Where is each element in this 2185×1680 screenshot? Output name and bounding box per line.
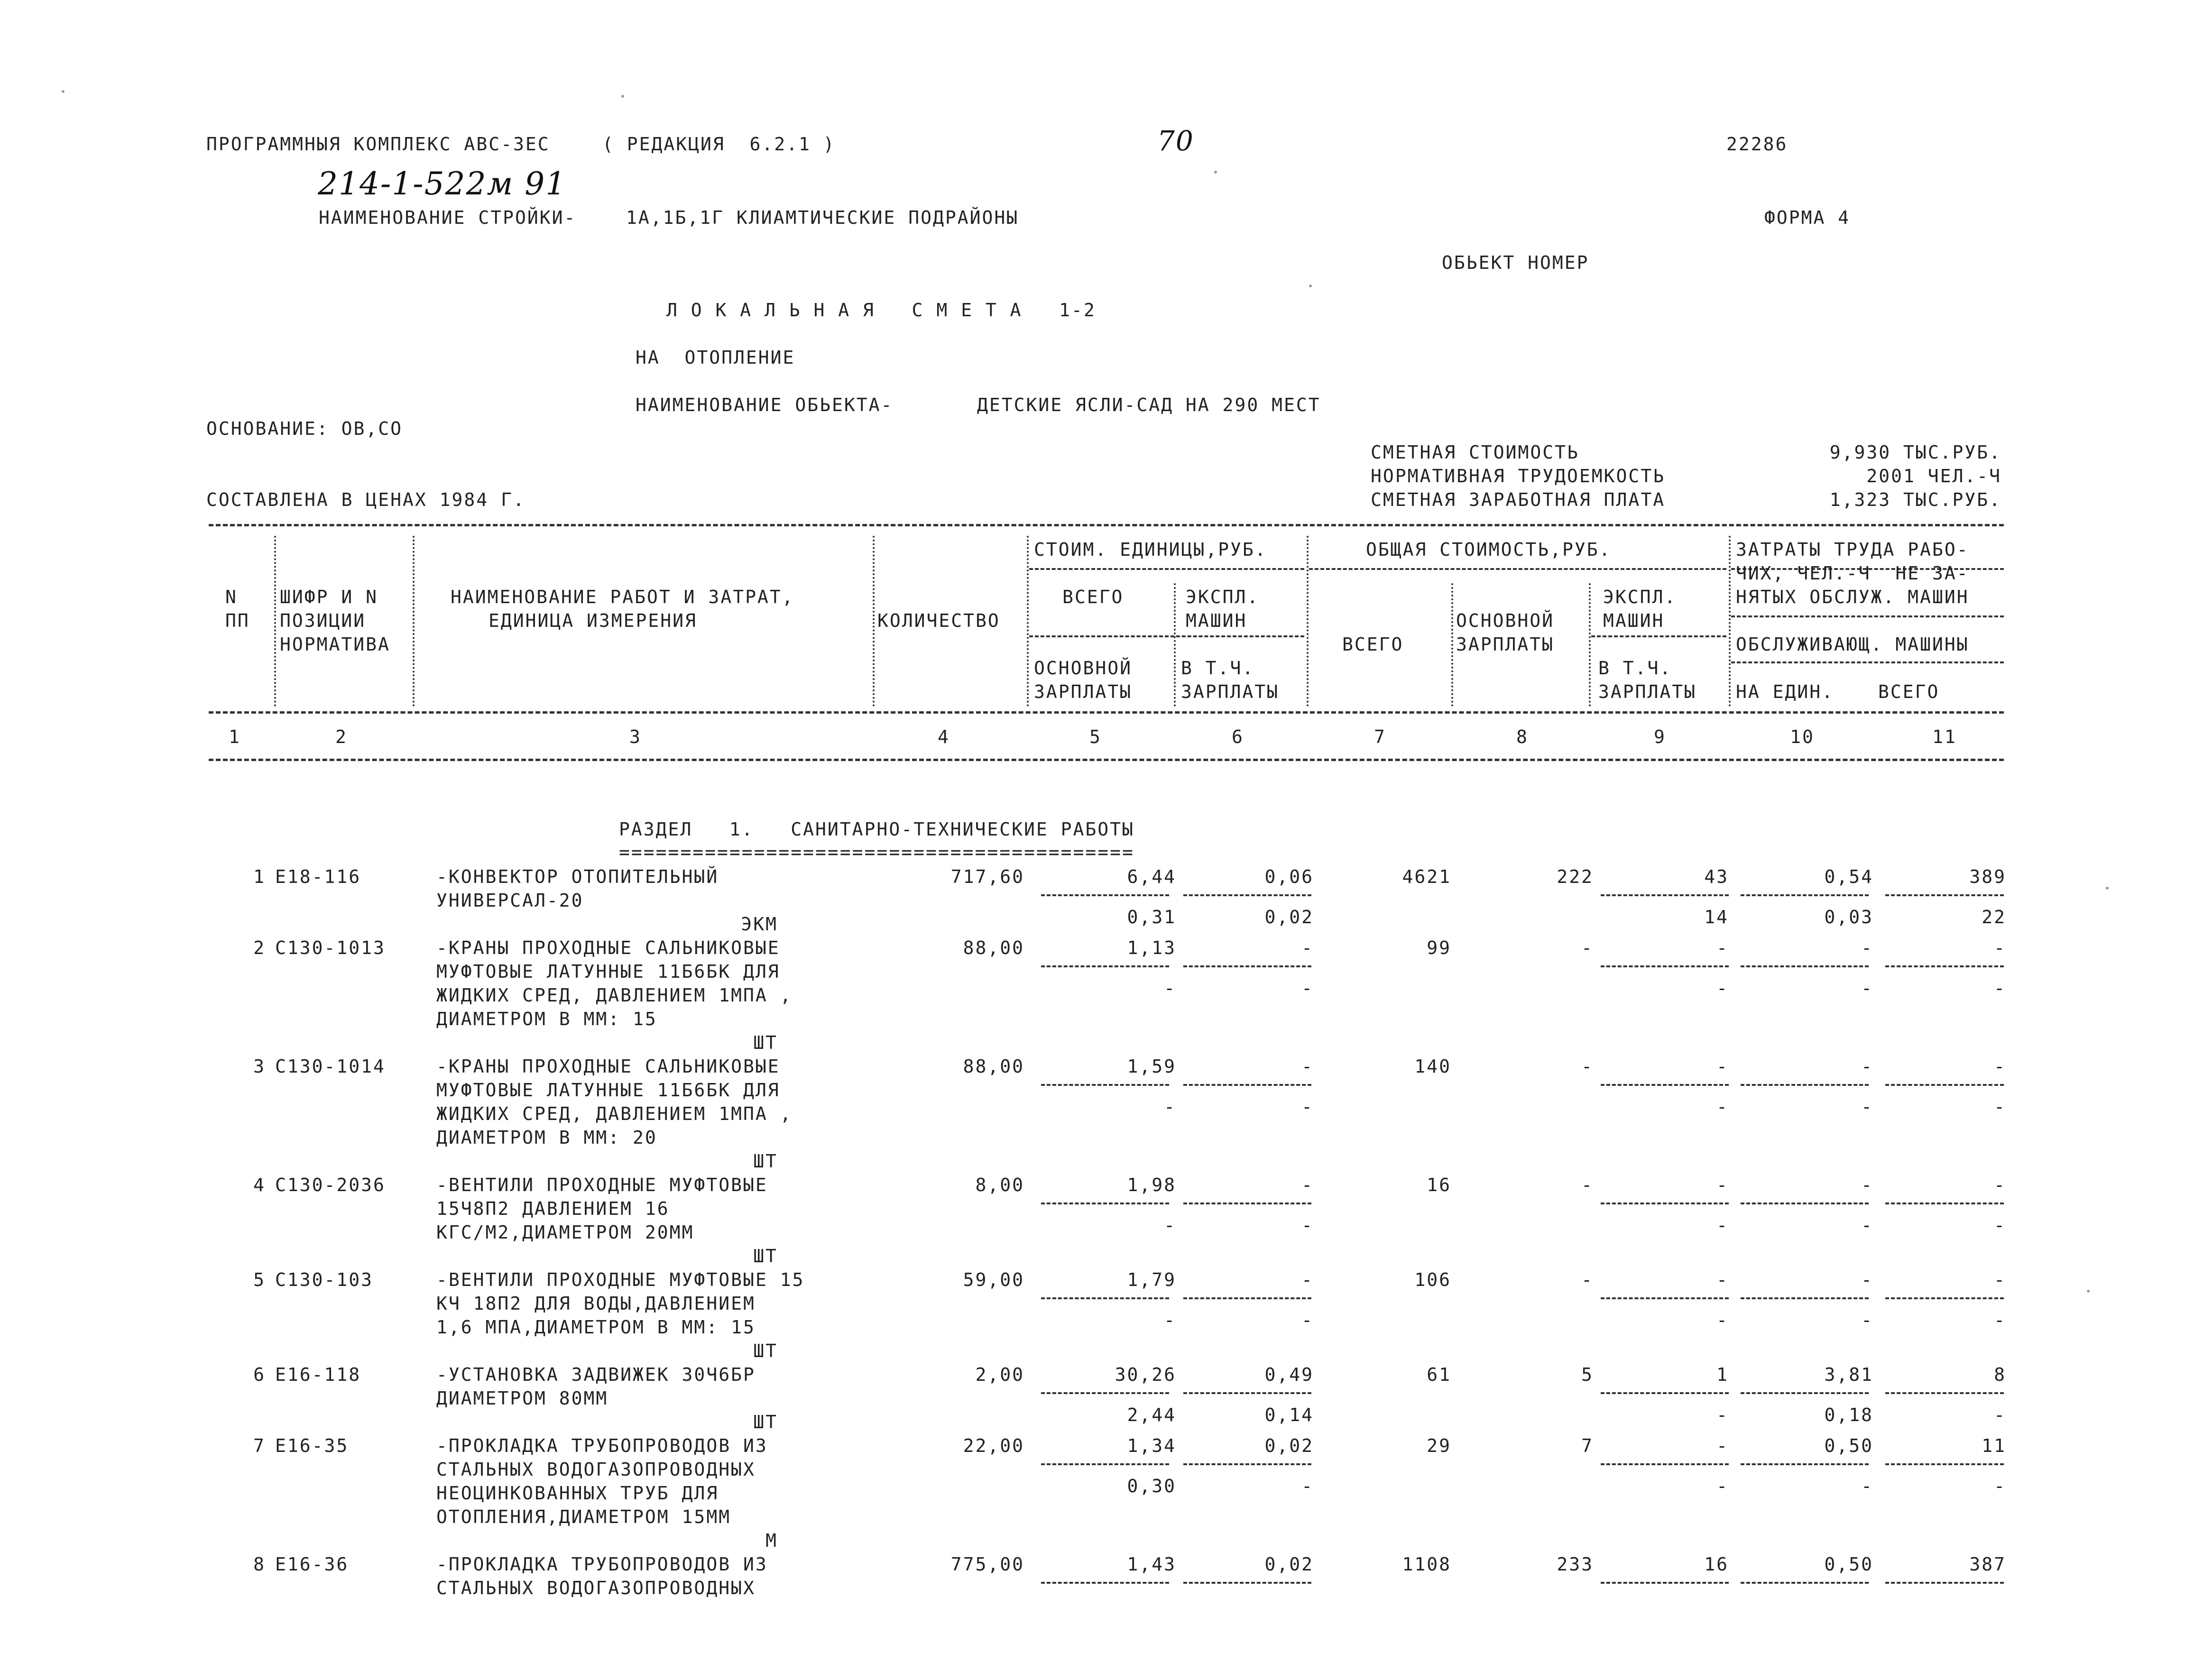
cell-divider-dash xyxy=(1885,1084,2004,1086)
row-unit-cost: 1,43 xyxy=(1127,1554,1176,1575)
section-title: РАЗДЕЛ 1. САНИТАРНО-ТЕХНИЧЕСКИЕ РАБОТЫ xyxy=(619,819,1134,840)
row-total-wage: - xyxy=(1581,1056,1594,1077)
row-labor-total: - xyxy=(1994,937,2006,958)
row-labor-serv-total: 22 xyxy=(1982,907,2006,927)
cell-divider-dash xyxy=(1183,1392,1311,1394)
cell-divider-dash xyxy=(1183,894,1311,896)
header-subrule xyxy=(1029,568,1304,570)
row-number: 7 xyxy=(253,1435,266,1456)
cell-divider-dash xyxy=(1885,894,2004,896)
page-number: 70 xyxy=(1157,125,1194,157)
row-unit-machine: 0,02 xyxy=(1264,1435,1314,1456)
column-separator xyxy=(413,536,415,707)
price-level-text: СОСТАВЛЕНА В ЦЕНАХ 1984 Г. xyxy=(206,489,526,510)
row-labor-total: 11 xyxy=(1982,1435,2006,1456)
column-separator xyxy=(1027,536,1029,707)
row-name-line: 1,6 МПА,ДИАМЕТРОМ В ММ: 15 xyxy=(436,1317,756,1338)
row-name-line: -УСТАНОВКА ЗАДВИЖЕК 30Ч6БР xyxy=(436,1364,756,1385)
header-total-cost: ОБЩАЯ СТОИМОСТЬ,РУБ. xyxy=(1366,539,1612,560)
row-unit-wage: - xyxy=(1164,1310,1176,1331)
row-unit-machine: 0,49 xyxy=(1264,1364,1314,1385)
row-name-line: МУФТОВЫЕ ЛАТУННЫЕ 11Б6БК ДЛЯ xyxy=(436,1080,780,1101)
program-name: ПРОГРАММНЫЯ КОМПЛЕКС АВС-3ЕС xyxy=(206,134,550,155)
cell-divider-dash xyxy=(1601,894,1729,896)
cell-divider-dash xyxy=(1741,894,1869,896)
row-code: Е16-36 xyxy=(275,1554,349,1575)
cell-divider-dash xyxy=(1601,1582,1729,1584)
row-name-line: НЕОЦИНКОВАННЫХ ТРУБ ДЛЯ xyxy=(436,1483,719,1504)
row-name-line: ЖИДКИХ СРЕД, ДАВЛЕНИЕМ 1МПА , xyxy=(436,985,793,1006)
estimate-subject: НА ОТОПЛЕНИЕ xyxy=(636,347,795,368)
row-labor-serv-unit: - xyxy=(1861,1310,1873,1331)
header-labor-total: ВСЕГО xyxy=(1878,681,1940,702)
cell-divider-dash xyxy=(1183,1084,1311,1086)
cell-divider-dash xyxy=(1041,1582,1169,1584)
column-separator xyxy=(1729,536,1731,707)
row-unit: ЭКМ xyxy=(741,914,778,935)
row-name-line: 15Ч8П2 ДАВЛЕНИЕМ 16 xyxy=(436,1198,670,1219)
row-total-cost: 106 xyxy=(1414,1269,1451,1290)
row-number: 1 xyxy=(253,866,266,887)
row-name-line: -КРАНЫ ПРОХОДНЫЕ САЛЬНИКОВЫЕ xyxy=(436,1056,780,1077)
cell-divider-dash xyxy=(1741,965,1869,967)
column-number: 5 xyxy=(1089,726,1102,747)
row-name-line: УНИВЕРСАЛ-20 xyxy=(436,890,584,911)
cell-divider-dash xyxy=(1183,1582,1311,1584)
row-unit-incl-wage: - xyxy=(1301,1310,1314,1331)
row-unit-cost: 1,98 xyxy=(1127,1175,1176,1195)
row-unit: ШТ xyxy=(753,1412,778,1432)
row-total-cost: 99 xyxy=(1427,937,1451,958)
header-subrule xyxy=(1309,568,1726,570)
cell-divider-dash xyxy=(1041,965,1169,967)
column-number: 3 xyxy=(629,726,642,747)
row-quantity: 717,60 xyxy=(950,866,1024,887)
row-unit-machine: 0,06 xyxy=(1264,866,1314,887)
row-code: С130-103 xyxy=(275,1269,374,1290)
row-unit-wage: - xyxy=(1164,978,1176,999)
row-total-cost: 61 xyxy=(1427,1364,1451,1385)
header-labor: ЧИХ, ЧЕЛ.-Ч НЕ ЗА- xyxy=(1736,563,1969,584)
scan-speck xyxy=(2106,887,2109,890)
row-unit-cost: 1,59 xyxy=(1127,1056,1176,1077)
row-name-line: ДИАМЕТРОМ В ММ: 20 xyxy=(436,1127,657,1148)
cell-divider-dash xyxy=(1183,1297,1311,1299)
row-number: 8 xyxy=(253,1554,266,1575)
row-unit-cost: 30,26 xyxy=(1115,1364,1176,1385)
row-quantity: 2,00 xyxy=(975,1364,1024,1385)
row-labor-serv-unit: - xyxy=(1861,1096,1873,1117)
row-total-machine: 1 xyxy=(1716,1364,1729,1385)
row-unit: ШТ xyxy=(753,1340,778,1361)
row-number: 3 xyxy=(253,1056,266,1077)
column-number: 1 xyxy=(229,726,241,747)
row-unit-incl-wage: - xyxy=(1301,1476,1314,1496)
cell-divider-dash xyxy=(1741,1392,1869,1394)
cell-divider-dash xyxy=(1601,1463,1729,1465)
cell-divider-dash xyxy=(1183,1203,1311,1204)
row-labor-total: - xyxy=(1994,1056,2006,1077)
row-labor-unit: 0,50 xyxy=(1824,1435,1873,1456)
header-total-wage: ОСНОВНОЙ xyxy=(1456,610,1555,631)
row-number: 6 xyxy=(253,1364,266,1385)
row-total-machine: 43 xyxy=(1704,866,1729,887)
row-name-line: СТАЛЬНЫХ ВОДОГАЗОПРОВОДНЫХ xyxy=(436,1578,756,1598)
column-separator xyxy=(274,536,276,707)
header-labor: НЯТЫХ ОБСЛУЖ. МАШИН xyxy=(1736,587,1969,607)
cell-divider-dash xyxy=(1041,1392,1169,1394)
row-total-machine: 16 xyxy=(1704,1554,1729,1575)
column-number: 11 xyxy=(1932,726,1957,747)
row-number: 4 xyxy=(253,1175,266,1195)
row-number: 5 xyxy=(253,1269,266,1290)
header-col3: ЕДИНИЦА ИЗМЕРЕНИЯ xyxy=(489,610,697,631)
basis-text: ОСНОВАНИЕ: ОВ,СО xyxy=(206,418,403,439)
row-unit-wage: - xyxy=(1164,1096,1176,1117)
column-number: 4 xyxy=(938,726,950,747)
row-code: Е16-35 xyxy=(275,1435,349,1456)
row-labor-serv-unit: - xyxy=(1861,1476,1873,1496)
cell-divider-dash xyxy=(1741,1084,1869,1086)
row-unit: ШТ xyxy=(753,1246,778,1267)
row-total-wage: 222 xyxy=(1557,866,1594,887)
header-col3: НАИМЕНОВАНИЕ РАБОТ И ЗАТРАТ, xyxy=(451,587,794,607)
header-total-machine: МАШИН xyxy=(1603,610,1665,631)
header-col1: ПП xyxy=(225,610,250,631)
row-name-line: СТАЛЬНЫХ ВОДОГАЗОПРОВОДНЫХ xyxy=(436,1459,756,1480)
row-code: С130-2036 xyxy=(275,1175,386,1195)
document-number: 22286 xyxy=(1726,134,1788,155)
construction-label: НАИМЕНОВАНИЕ СТРОЙКИ- xyxy=(319,207,577,228)
cell-divider-dash xyxy=(1183,965,1311,967)
row-quantity: 59,00 xyxy=(963,1269,1024,1290)
header-subrule xyxy=(1591,635,1726,637)
cell-divider-dash xyxy=(1885,1463,2004,1465)
row-labor-serv-total: - xyxy=(1994,1476,2006,1496)
cell-divider-dash xyxy=(1741,1582,1869,1584)
row-unit-machine: - xyxy=(1301,1175,1314,1195)
row-unit-incl-wage: - xyxy=(1301,1215,1314,1236)
header-total-machine: ЭКСПЛ. xyxy=(1603,587,1677,607)
row-name-line: ДИАМЕТРОМ 80ММ xyxy=(436,1388,608,1409)
row-labor-total: - xyxy=(1994,1175,2006,1195)
scan-speck xyxy=(62,90,65,93)
row-name-line: -ВЕНТИЛИ ПРОХОДНЫЕ МУФТОВЫЕ xyxy=(436,1175,768,1195)
table-top-rule xyxy=(209,524,2004,526)
row-labor-unit: 3,81 xyxy=(1824,1364,1873,1385)
row-labor-total: 8 xyxy=(1994,1364,2006,1385)
cell-divider-dash xyxy=(1041,1203,1169,1204)
row-labor-total: 389 xyxy=(1969,866,2006,887)
summary-label: НОРМАТИВНАЯ ТРУДОЕМКОСТЬ xyxy=(1371,466,1666,487)
column-number: 8 xyxy=(1516,726,1529,747)
cell-divider-dash xyxy=(1601,1392,1729,1394)
object-name-value: ДЕТСКИЕ ЯСЛИ-САД НА 290 МЕСТ xyxy=(977,395,1321,415)
header-labor: ЗАТРАТЫ ТРУДА РАБО- xyxy=(1736,539,1969,560)
cell-divider-dash xyxy=(1041,894,1169,896)
row-total-machine: - xyxy=(1716,937,1729,958)
row-name-line: ЖИДКИХ СРЕД, ДАВЛЕНИЕМ 1МПА , xyxy=(436,1103,793,1124)
cell-divider-dash xyxy=(1183,1463,1311,1465)
header-unit-incl: ЗАРПЛАТЫ xyxy=(1181,681,1280,702)
summary-value: 1,323 ТЫС.РУБ. xyxy=(1829,489,2001,510)
cell-divider-dash xyxy=(1041,1297,1169,1299)
row-labor-serv-unit: - xyxy=(1861,1215,1873,1236)
header-total-all: ВСЕГО xyxy=(1342,634,1404,655)
row-total-wage: - xyxy=(1581,1175,1594,1195)
column-number: 9 xyxy=(1654,726,1666,747)
header-labor-unit: НА ЕДИН. xyxy=(1736,681,1835,702)
row-unit-machine: - xyxy=(1301,937,1314,958)
row-name-line: КГС/М2,ДИАМЕТРОМ 20ММ xyxy=(436,1222,694,1243)
row-code: Е18-116 xyxy=(275,866,361,887)
row-labor-serv-total: - xyxy=(1994,1215,2006,1236)
header-total-wage: ЗАРПЛАТЫ xyxy=(1456,634,1555,655)
form-label: ФОРМА 4 xyxy=(1764,207,1851,228)
row-unit-cost: 1,34 xyxy=(1127,1435,1176,1456)
scan-speck xyxy=(1214,171,1217,174)
object-name-label: НАИМЕНОВАНИЕ ОБЬЕКТА- xyxy=(636,395,894,415)
row-unit-incl-wage: - xyxy=(1301,1096,1314,1117)
column-separator xyxy=(1589,583,1591,707)
section-underline: ========================================== xyxy=(619,842,1134,863)
header-unit-machine: ЭКСПЛ. xyxy=(1186,587,1260,607)
column-number: 7 xyxy=(1374,726,1386,747)
row-unit-machine: - xyxy=(1301,1269,1314,1290)
cell-divider-dash xyxy=(1601,1203,1729,1204)
row-total-machine: - xyxy=(1716,1435,1729,1456)
row-total-machine: - xyxy=(1716,1175,1729,1195)
row-unit-machine: - xyxy=(1301,1056,1314,1077)
row-unit-cost: 6,44 xyxy=(1127,866,1176,887)
column-number: 6 xyxy=(1232,726,1244,747)
row-name-line: КЧ 18П2 ДЛЯ ВОДЫ,ДАВЛЕНИЕМ xyxy=(436,1293,756,1314)
cell-divider-dash xyxy=(1885,1203,2004,1204)
cell-divider-dash xyxy=(1601,965,1729,967)
cell-divider-dash xyxy=(1741,1463,1869,1465)
row-total-incl-wage: - xyxy=(1716,1476,1729,1496)
row-unit-wage: - xyxy=(1164,1215,1176,1236)
row-unit-incl-wage: 0,02 xyxy=(1264,907,1314,927)
row-name-line: -КРАНЫ ПРОХОДНЫЕ САЛЬНИКОВЫЕ xyxy=(436,937,780,958)
header-unit-cost: СТОИМ. ЕДИНИЦЫ,РУБ. xyxy=(1034,539,1267,560)
header-subrule xyxy=(1731,615,2004,617)
header-subrule xyxy=(1731,661,2004,663)
row-labor-unit: - xyxy=(1861,1175,1873,1195)
cell-divider-dash xyxy=(1601,1084,1729,1086)
header-unit-incl: В Т.Ч. xyxy=(1181,658,1255,679)
cell-divider-dash xyxy=(1041,1084,1169,1086)
header-subrule xyxy=(1029,635,1304,637)
row-name-line: -ПРОКЛАДКА ТРУБОПРОВОДОВ ИЗ xyxy=(436,1435,768,1456)
row-labor-total: - xyxy=(1994,1269,2006,1290)
cell-divider-dash xyxy=(1885,1582,2004,1584)
column-number: 10 xyxy=(1790,726,1815,747)
summary-label: СМЕТНАЯ СТОИМОСТЬ xyxy=(1371,442,1579,463)
header-unit-machine: МАШИН xyxy=(1186,610,1247,631)
cell-divider-dash xyxy=(1601,1297,1729,1299)
header-total-incl: ЗАРПЛАТЫ xyxy=(1598,681,1697,702)
row-unit: М xyxy=(765,1530,778,1551)
row-unit-wage: 0,31 xyxy=(1127,907,1176,927)
program-edition: ( РЕДАКЦИЯ 6.2.1 ) xyxy=(602,134,836,155)
cell-divider-dash xyxy=(1041,1463,1169,1465)
row-labor-unit: 0,54 xyxy=(1824,866,1873,887)
row-code: Е16-118 xyxy=(275,1364,361,1385)
row-labor-serv-total: - xyxy=(1994,1310,2006,1331)
row-labor-serv-unit: 0,18 xyxy=(1824,1405,1873,1425)
row-name-line: -ПРОКЛАДКА ТРУБОПРОВОДОВ ИЗ xyxy=(436,1554,768,1575)
row-labor-serv-unit: 0,03 xyxy=(1824,907,1873,927)
header-col2: ПОЗИЦИИ xyxy=(280,610,366,631)
row-total-cost: 29 xyxy=(1427,1435,1451,1456)
table-numbers-rule xyxy=(209,759,2004,761)
row-quantity: 22,00 xyxy=(963,1435,1024,1456)
row-unit: ШТ xyxy=(753,1151,778,1172)
row-total-incl-wage: - xyxy=(1716,1096,1729,1117)
row-labor-unit: - xyxy=(1861,1056,1873,1077)
row-code: С130-1013 xyxy=(275,937,386,958)
header-col1: N xyxy=(225,587,238,607)
scan-speck xyxy=(621,95,624,98)
cell-divider-dash xyxy=(1885,1392,2004,1394)
row-total-incl-wage: - xyxy=(1716,1215,1729,1236)
row-total-wage: 233 xyxy=(1557,1554,1594,1575)
summary-value: 9,930 ТЫС.РУБ. xyxy=(1829,442,2001,463)
row-total-wage: 7 xyxy=(1581,1435,1594,1456)
row-name-line: ДИАМЕТРОМ В ММ: 15 xyxy=(436,1009,657,1029)
column-separator xyxy=(1174,583,1176,707)
row-quantity: 8,00 xyxy=(975,1175,1024,1195)
summary-value: 2001 ЧЕЛ.-Ч xyxy=(1866,466,2001,487)
row-total-machine: - xyxy=(1716,1269,1729,1290)
column-separator xyxy=(1307,536,1309,707)
row-unit-cost: 1,79 xyxy=(1127,1269,1176,1290)
row-total-incl-wage: 14 xyxy=(1704,907,1729,927)
row-total-cost: 140 xyxy=(1414,1056,1451,1077)
cell-divider-dash xyxy=(1885,1297,2004,1299)
header-labor-service: ОБСЛУЖИВАЮЩ. МАШИНЫ xyxy=(1736,634,1969,655)
estimate-title: Л О К А Л Ь Н А Я С М Е Т А 1-2 xyxy=(666,300,1096,321)
header-unit-wage: ЗАРПЛАТЫ xyxy=(1034,681,1133,702)
row-unit: ШТ xyxy=(753,1032,778,1053)
header-unit-wage: ОСНОВНОЙ xyxy=(1034,658,1133,679)
row-number: 2 xyxy=(253,937,266,958)
handwritten-project-code: 214-1-522м 91 xyxy=(318,165,567,202)
row-labor-unit: - xyxy=(1861,937,1873,958)
construction-value: 1А,1Б,1Г КЛИАМТИЧЕСКИЕ ПОДРАЙОНЫ xyxy=(626,207,1019,228)
row-unit-machine: 0,02 xyxy=(1264,1554,1314,1575)
row-total-incl-wage: - xyxy=(1716,1405,1729,1425)
row-unit-wage: 2,44 xyxy=(1127,1405,1176,1425)
header-total-incl: В Т.Ч. xyxy=(1598,658,1672,679)
summary-label: СМЕТНАЯ ЗАРАБОТНАЯ ПЛАТА xyxy=(1371,489,1666,510)
row-quantity: 88,00 xyxy=(963,1056,1024,1077)
row-total-wage: - xyxy=(1581,1269,1594,1290)
table-header-rule xyxy=(209,711,2004,714)
row-total-cost: 1108 xyxy=(1402,1554,1451,1575)
row-total-cost: 16 xyxy=(1427,1175,1451,1195)
row-unit-cost: 1,13 xyxy=(1127,937,1176,958)
row-total-machine: - xyxy=(1716,1056,1729,1077)
header-unit-total: ВСЕГО xyxy=(1062,587,1124,607)
row-total-incl-wage: - xyxy=(1716,1310,1729,1331)
header-col2: ШИФР И N xyxy=(280,587,378,607)
row-unit-incl-wage: - xyxy=(1301,978,1314,999)
row-labor-serv-total: - xyxy=(1994,978,2006,999)
row-total-wage: - xyxy=(1581,937,1594,958)
header-col4: КОЛИЧЕСТВО xyxy=(877,610,1000,631)
row-unit-incl-wage: 0,14 xyxy=(1264,1405,1314,1425)
row-labor-serv-total: - xyxy=(1994,1405,2006,1425)
row-name-line: ОТОПЛЕНИЯ,ДИАМЕТРОМ 15ММ xyxy=(436,1506,731,1527)
cell-divider-dash xyxy=(1741,1203,1869,1204)
scan-speck xyxy=(1309,285,1312,287)
column-separator xyxy=(873,536,875,707)
row-labor-unit: - xyxy=(1861,1269,1873,1290)
cell-divider-dash xyxy=(1741,1297,1869,1299)
scan-speck xyxy=(2087,1290,2090,1293)
column-separator xyxy=(1451,583,1453,707)
row-quantity: 88,00 xyxy=(963,937,1024,958)
cell-divider-dash xyxy=(1885,965,2004,967)
row-total-incl-wage: - xyxy=(1716,978,1729,999)
row-name-line: -КОНВЕКТОР ОТОПИТЕЛЬНЫЙ xyxy=(436,866,719,887)
row-quantity: 775,00 xyxy=(950,1554,1024,1575)
row-labor-unit: 0,50 xyxy=(1824,1554,1873,1575)
row-labor-serv-total: - xyxy=(1994,1096,2006,1117)
row-name-line: -ВЕНТИЛИ ПРОХОДНЫЕ МУФТОВЫЕ 15 xyxy=(436,1269,805,1290)
object-number-label: ОБЬЕКТ НОМЕР xyxy=(1442,252,1589,273)
row-total-wage: 5 xyxy=(1581,1364,1594,1385)
header-col2: НОРМАТИВА xyxy=(280,634,390,655)
row-labor-serv-unit: - xyxy=(1861,978,1873,999)
row-labor-total: 387 xyxy=(1969,1554,2006,1575)
row-code: С130-1014 xyxy=(275,1056,386,1077)
row-name-line: МУФТОВЫЕ ЛАТУННЫЕ 11Б6БК ДЛЯ xyxy=(436,961,780,982)
row-unit-wage: 0,30 xyxy=(1127,1476,1176,1496)
column-number: 2 xyxy=(335,726,348,747)
row-total-cost: 4621 xyxy=(1402,866,1451,887)
